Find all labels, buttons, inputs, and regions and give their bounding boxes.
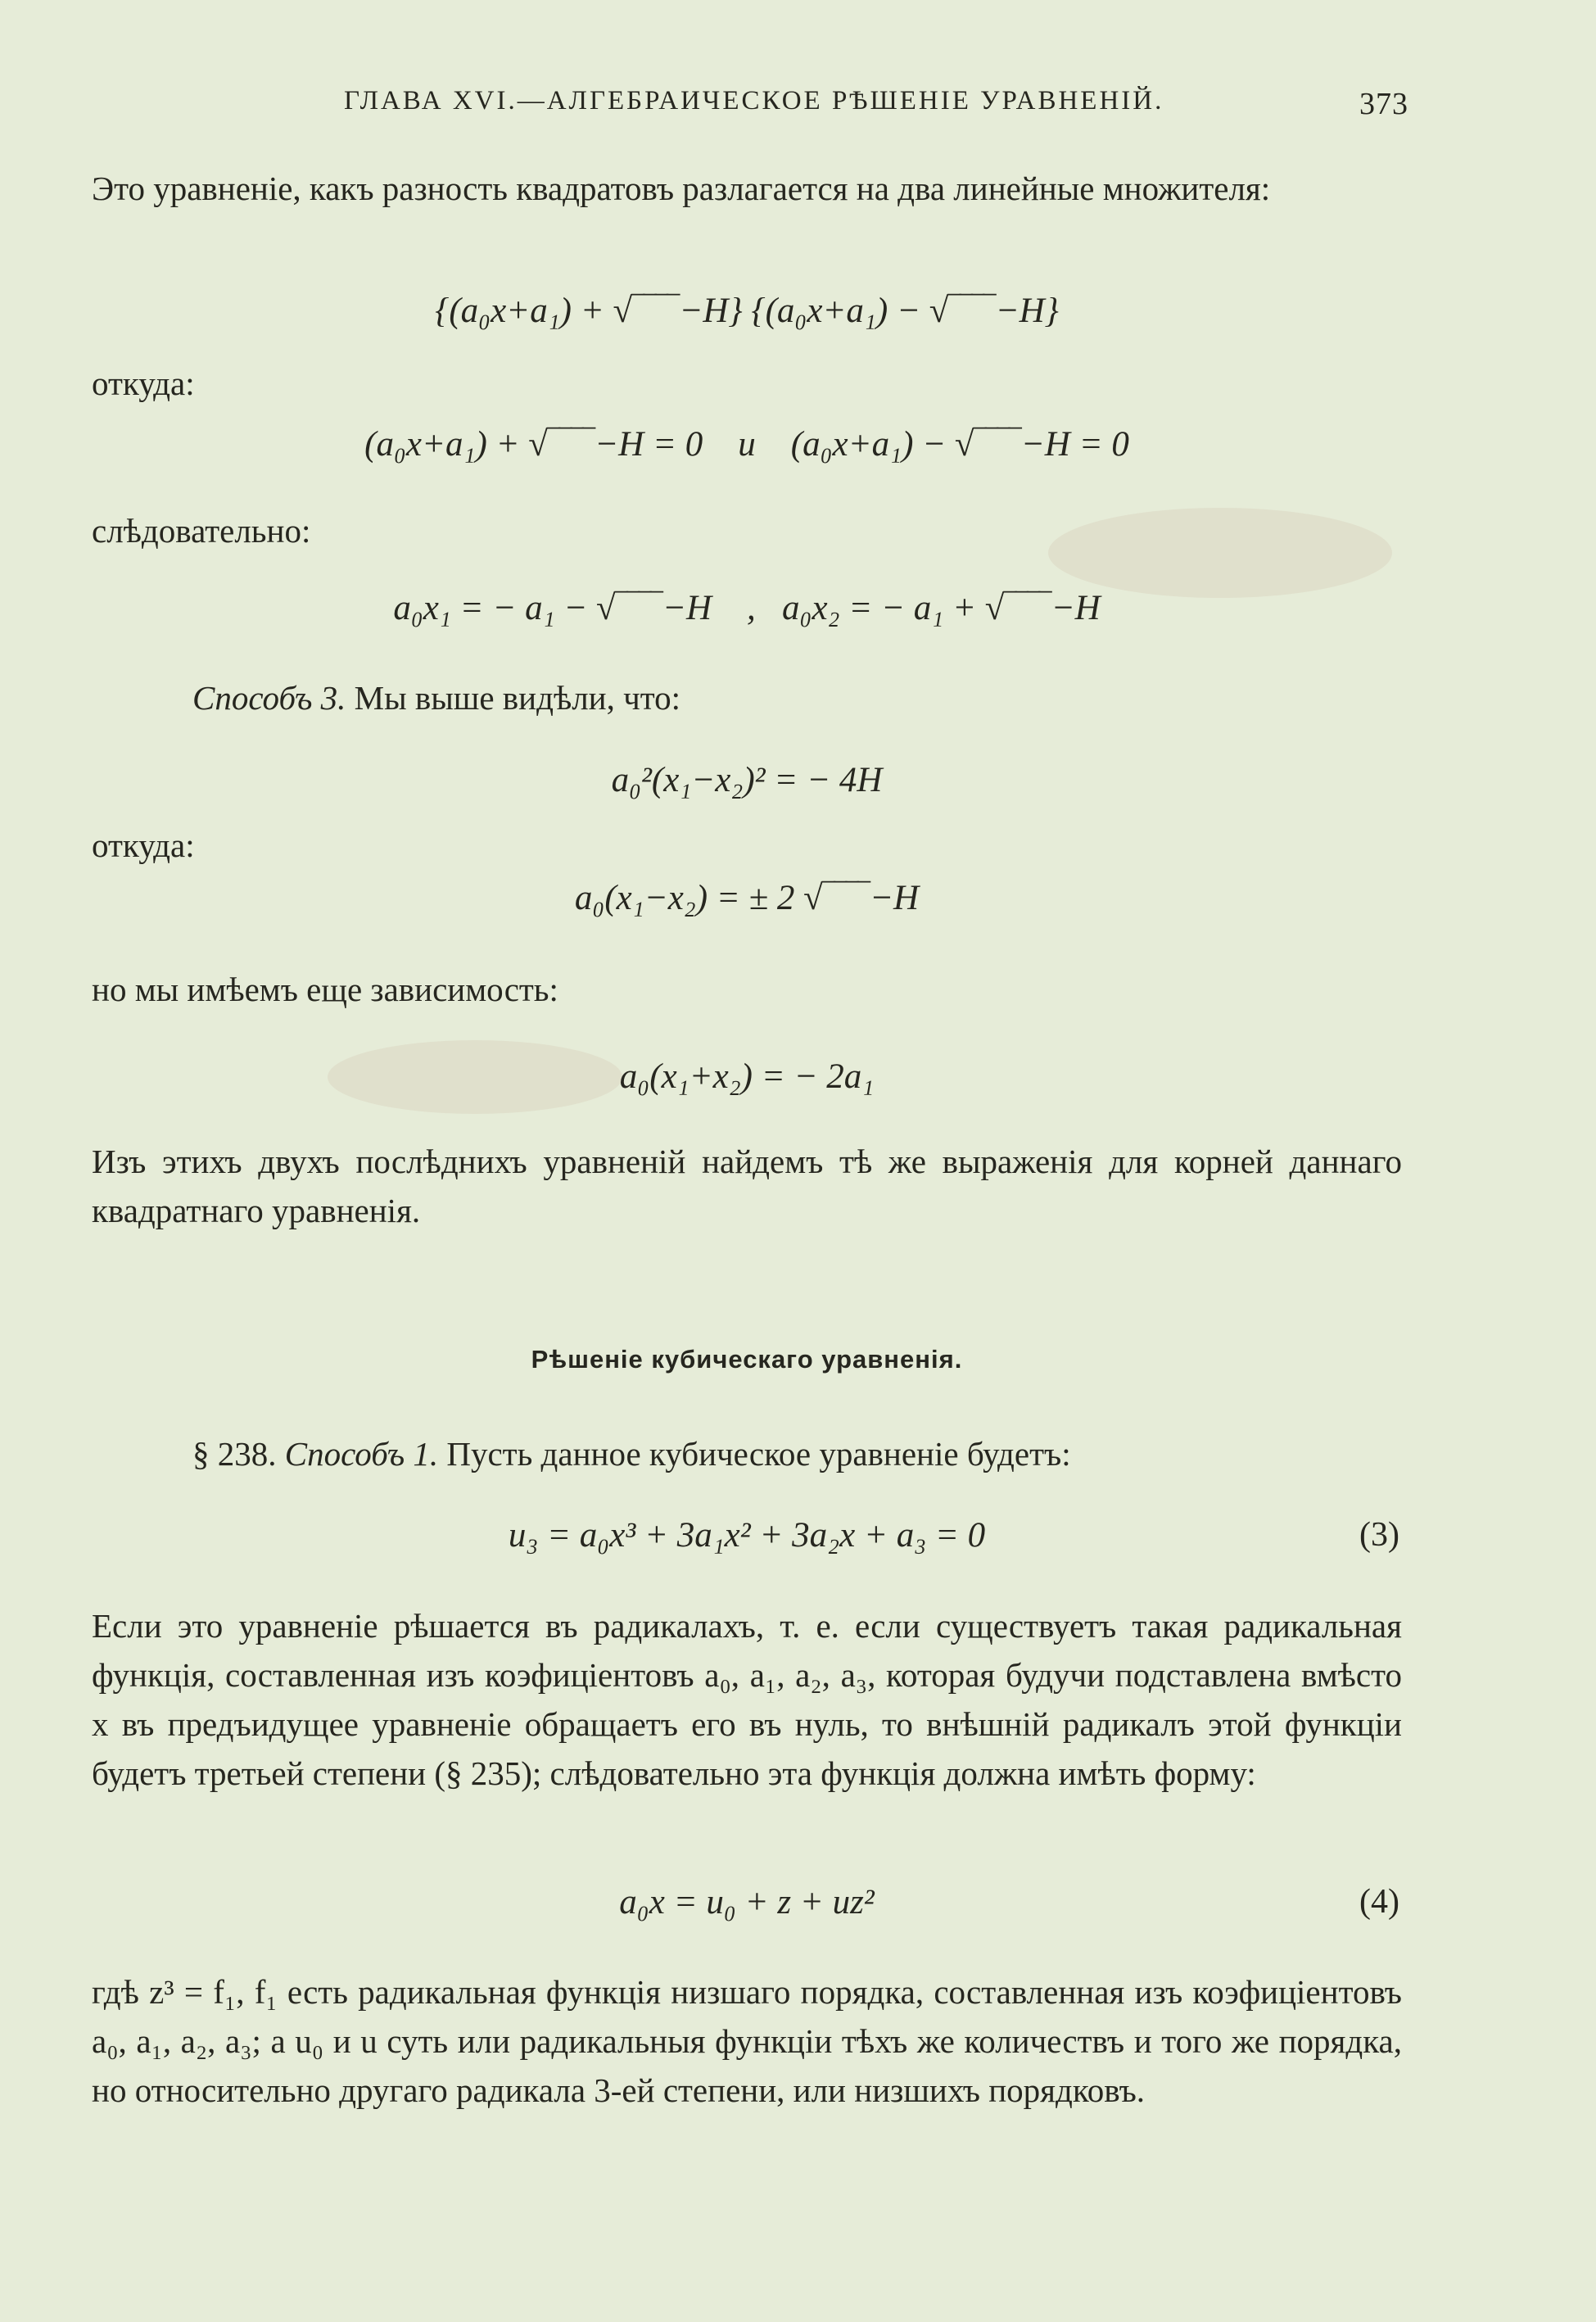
paragraph: Если это уравненіе рѣшается въ радикалахъ, т. е. если существуетъ такая радикальная функція, составленная изъ коэфиціентовъ a₀, a₁, a₂, a₃, которая будучи подставлена вмѣсто x въ предъидущее уравненіе обращаетъ его въ нуль, то внѣшній радикалъ этой функціи будетъ третьей степени (§ 235); слѣдовательно эта функція должна имѣть форму: bbox=[92, 1607, 1402, 1792]
section-number: § 238. bbox=[192, 1435, 277, 1473]
paragraph bbox=[192, 1429, 1404, 1478]
method-label: Способъ 3. bbox=[192, 679, 346, 717]
equation: a₀²(x₁−x₂)² = − 4H bbox=[611, 761, 883, 799]
paragraph bbox=[192, 673, 1404, 722]
paragraph-text: Мы выше видѣли, что: bbox=[346, 679, 681, 717]
paragraph-text: Пусть данное кубическое уравненіе будетъ: bbox=[438, 1435, 1071, 1473]
running-header bbox=[344, 86, 1408, 121]
equation: {(a₀x+a₁) + √‾‾‾‾−H} {(a₀x+a₁) − √‾‾‾‾−H} bbox=[435, 292, 1059, 330]
equation-number: (4) bbox=[1359, 1883, 1399, 1921]
word-label: слѣдовательно: bbox=[92, 512, 311, 550]
equation: (a₀x+a₁) + √‾‾‾‾−H = 0 и (a₀x+a₁) − √‾‾‾‾−H = 0 bbox=[364, 425, 1129, 464]
paragraph: Это уравненіе, какъ разность квадратовъ разлагается на два линейные множителя: bbox=[92, 170, 1271, 207]
paragraph: но мы имѣемъ еще зависимость: bbox=[92, 971, 558, 1008]
equation-number: (3) bbox=[1359, 1516, 1399, 1554]
equation: a₀x₁ = − a₁ − √‾‾‾‾−H , a₀x₂ = − a₁ + √‾‾‾‾−H bbox=[393, 589, 1101, 627]
section-title: Рѣшеніе кубическаго уравненія. bbox=[531, 1345, 963, 1374]
equation: a₀x = u₀ + z + uz² bbox=[619, 1883, 875, 1921]
method-label: Способъ 1. bbox=[284, 1435, 439, 1473]
equation: u₃ = a₀x³ + 3a₁x² + 3a₂x + a₃ = 0 bbox=[508, 1516, 986, 1555]
equation: a₀(x₁+x₂) = − 2a₁ bbox=[619, 1057, 875, 1096]
word-label: откуда: bbox=[92, 364, 195, 402]
word-label: откуда: bbox=[92, 826, 195, 864]
paragraph: Изъ этихъ двухъ послѣднихъ уравненій найдемъ тѣ же выраженія для корней даннаго квадратнаго уравненія. bbox=[92, 1143, 1402, 1229]
equation: a₀(x₁−x₂) = ± 2 √‾‾‾‾−H bbox=[574, 879, 920, 917]
page-number: 373 bbox=[1359, 87, 1408, 121]
chapter-title: ГЛАВА XVI.—АЛГЕБРАИЧЕСКОЕ РѢШЕНІЕ УРАВНЕНІЙ. bbox=[344, 86, 1164, 115]
paragraph: гдѣ z³ = f₁, f₁ есть радикальная функція низшаго порядка, составленная изъ коэфиціентовъ a₀, a₁, a₂, a₃; а u₀ и u суть или радикальныя функціи тѣхъ же количествъ и того же порядка, но относительно другаго радикала 3-ей степени, или низшихъ порядковъ. bbox=[92, 1973, 1402, 2109]
